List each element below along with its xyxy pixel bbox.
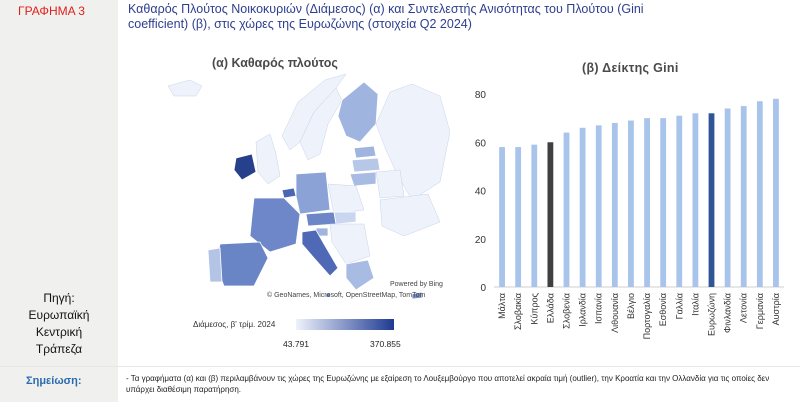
title-line-2: coefficient) (β), στις χώρες της Ευρωζώνης (στοιχεία Q2 2024): [128, 17, 472, 31]
x-tick-label: Ευρωζώνη: [706, 293, 717, 336]
x-tick-label: Μάλτα: [497, 293, 508, 319]
bar-16: [757, 101, 763, 287]
x-tick-label: Σλοβενία: [561, 293, 572, 329]
note-text: - Τα γραφήματα (α) και (β) περιλαμβάνουν τις χώρες της Ευρωζώνης με εξαίρεση το Λουξεμβούργο που αποτελεί ακραία τιμή (outlier), την Κροατία και την Ολλανδία για τις οποίες δεν υπάρχει διαθέσιμη παρατήρηση.: [126, 374, 770, 394]
map-greece: [346, 260, 374, 290]
bar-chart-subtitle: (β) Δείκτης Gini: [582, 61, 679, 75]
y-tick-label: 20: [474, 234, 486, 246]
x-tick-label: Λιθουανία: [609, 293, 620, 333]
map-lithuania: [350, 172, 376, 186]
y-tick-label: 40: [474, 186, 486, 198]
map-germany: [296, 172, 330, 214]
y-tick-label: 60: [474, 138, 486, 150]
map-legend-gradient: [296, 319, 394, 330]
map-uk: [256, 134, 280, 184]
y-tick-label: 0: [480, 283, 486, 294]
y-tick-label: 80: [474, 90, 486, 101]
x-tick-label: Ιταλία: [690, 293, 701, 316]
map-balkans: [330, 224, 370, 264]
x-tick-label: Γερμανία: [754, 293, 765, 330]
map-iceland: [168, 80, 202, 96]
bar-8: [628, 121, 634, 287]
x-tick-label: Εσθονία: [658, 293, 669, 327]
x-tick-label: Βέλγιο: [625, 293, 636, 320]
x-tick-label: Λετονία: [738, 293, 749, 324]
map-ireland: [234, 154, 256, 180]
europe-choropleth-map: [150, 72, 450, 312]
bar-10: [660, 118, 666, 287]
map-poland: [328, 184, 364, 214]
map-subtitle: (α) Καθαρός πλούτος: [212, 56, 338, 70]
figure-label: ΓΡΑΦΗΜΑ 3: [18, 4, 85, 18]
map-portugal: [208, 248, 222, 282]
map-latvia: [352, 158, 380, 172]
bar-15: [741, 106, 747, 287]
x-tick-label: Ελλάδα: [545, 293, 556, 324]
page-title: [128, 2, 788, 32]
map-powered-by: Powered by Bing: [390, 281, 443, 288]
source-block: [0, 290, 118, 358]
bar-1: [515, 147, 521, 287]
x-tick-label: Ιρλανδία: [577, 293, 588, 327]
bar-17: [773, 99, 779, 287]
bar-4: [564, 133, 570, 287]
map-estonia: [354, 146, 376, 158]
bar-9: [644, 118, 650, 287]
map-credits: © GeoNames, Microsoft, OpenStreetMap, TomTom: [267, 292, 426, 299]
bar-0: [499, 147, 505, 287]
map-legend-label: Διάμεσος, β' τρίμ. 2024: [193, 320, 276, 329]
map-ukraine: [380, 194, 440, 236]
x-tick-label: Φινλανδία: [722, 293, 733, 333]
map-legend-max: 370.855: [370, 339, 401, 349]
map-legend-min: 43.791: [283, 339, 309, 349]
bar-3: [547, 142, 553, 287]
source-line-3: Τράπεζα: [35, 342, 83, 356]
x-tick-label: Ισπανία: [593, 293, 604, 325]
source-label: Πηγή:: [43, 291, 75, 305]
bar-7: [612, 123, 618, 287]
x-tick-label: Σλοβακία: [513, 293, 524, 331]
note-head: [0, 367, 118, 402]
map-belgium: [282, 188, 296, 198]
map-belarus: [376, 170, 404, 198]
bar-6: [596, 125, 602, 287]
map-slovakia: [334, 212, 356, 224]
bar-14: [725, 108, 731, 287]
bar-11: [676, 116, 682, 287]
map-spain: [216, 242, 268, 286]
x-tick-label: Κύπρος: [529, 293, 540, 325]
source-line-2: Κεντρική: [35, 325, 83, 339]
bar-2: [531, 145, 537, 287]
x-tick-label: Αυστρία: [770, 293, 781, 326]
x-tick-label: Γαλλία: [674, 293, 685, 320]
gini-bar-chart: [458, 80, 790, 368]
bar-12: [692, 113, 698, 287]
bar-13: [709, 113, 715, 287]
source-line-1: Ευρωπαϊκή: [28, 308, 90, 322]
title-line-1: Καθαρός Πλούτος Νοικοκυριών (Διάμεσος) (α) και Συντελεστής Ανισότητας του Πλούτου (Gini: [128, 2, 644, 16]
note-row: [0, 366, 800, 402]
bar-5: [580, 128, 586, 287]
x-tick-label: Πορτογαλία: [642, 293, 653, 340]
map-finland: [338, 82, 378, 142]
note-label: Σημείωση:: [26, 375, 82, 387]
